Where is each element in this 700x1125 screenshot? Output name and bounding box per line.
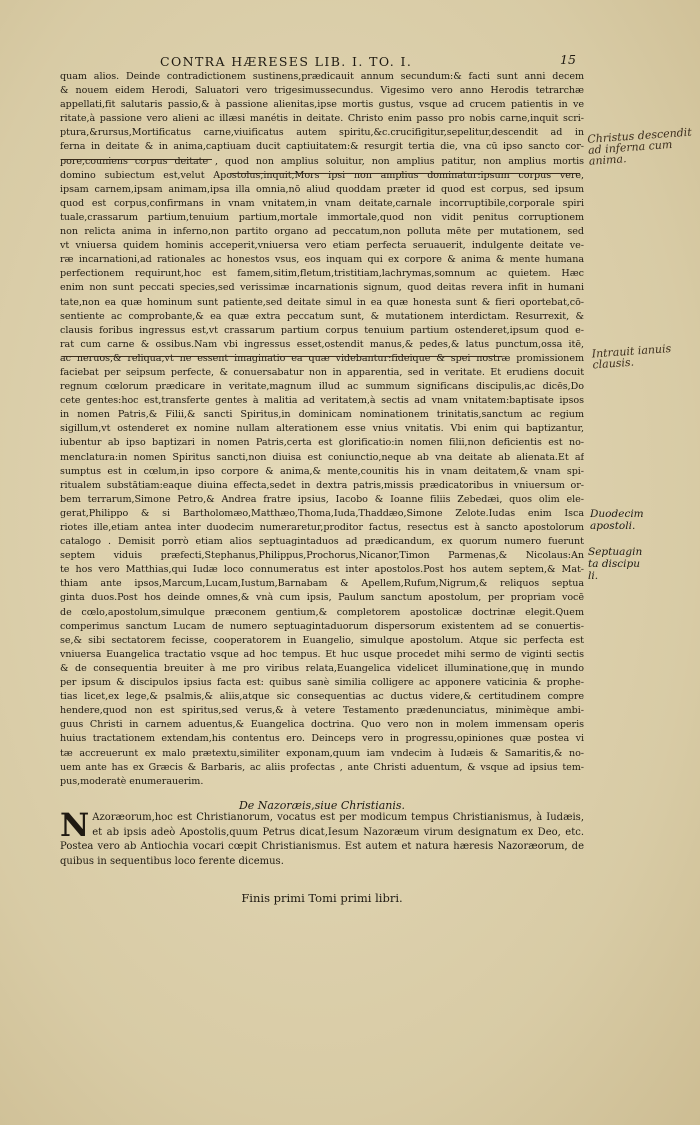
ink-underline [62, 356, 502, 357]
text-line: ginta duos.Post hos deinde omnes,& vnà cum ipsis, Paulum sanctum apostolum, per propriam vocē [60, 592, 584, 604]
section-text [60, 806, 584, 869]
text-line: domino subiectum est,velut Apostolus,inquit,Mors ipsi non amplius dominatur:ipsum corpus vere, [60, 169, 584, 181]
section-line: Azoræorum,hoc est Christianorum, vocatus est per modicum tempus Christianismus, à Iudæis, [92, 812, 584, 823]
text-line: gerat,Philippo & si Bartholomæo,Matthæo,Thoma,Iuda,Thaddæo,Simone Zelote.Iudas enim Isca [60, 507, 584, 519]
text-line: quod est corpus,confirmans in vnam vnitatem,in vnam deitate,carnale incorruptibile,corporale spiri [60, 197, 584, 209]
text-line: ac neruos,& reliqua,vt ne essent imaginatio ea quæ videbantur:fideique & spei nostræ promissionem [60, 352, 584, 364]
text-line: pore,couniens corpus deitate , quod non amplius soluitur, non amplius patitur, non amplius mortis [60, 155, 584, 167]
main-text-block [60, 70, 584, 789]
text-line: pus,moderatè enumerauerim. [60, 775, 204, 787]
text-line: uem ante has ex Græcis & Barbaris, ac aliis profectas , ante Christi aduentum, & vsque ad ipsius tem- [60, 761, 584, 773]
text-line: sentiente ac comprobante,& ea quæ extra peccatum sunt, & mutationem interdictam. Resurrexit, & [60, 310, 584, 322]
text-line: rat cum carne & ossibus.Nam vbi ingressus esset,ostendit manus,& pedes,& latus punctum,ossa itē, [60, 338, 584, 350]
text-line: vt vniuersa quidem hominis acceperit,vniuersa vero etiam perfecta seruauerit, indulgente deitate ve- [60, 240, 584, 252]
text-line: tuale,crassarum partium,tenuium partium,mortale immortale,quod non vidit penitus corruptionem [60, 211, 584, 223]
text-line: vniuersa Euangelica tractatio vsque ad hoc tempus. Et huc usque procedet mihi sermo de viginti sectis [60, 648, 584, 660]
text-line: tias licet,ex lege,& psalmis,& aliis,atque sic consequentias ac ductus videre,& certitudinem compre [60, 691, 584, 703]
text-line: iubentur ab ipso baptizari in nomen Patris,certa est glorificatio:in nomen filii,non deficientis est no- [60, 437, 584, 449]
text-line: ritate,à passione vero alieni ac illæsi manétis in deitate. Christo enim passo pro nobis carne,inquit scri- [60, 113, 584, 125]
text-line: regnum cœlorum prædicare in veritate,magnum illud ac summum significans discipulis,ac dicēs,Do [60, 381, 584, 393]
marginal-note-septuaginta: Septuagin ta discipu li. [588, 546, 643, 582]
text-line: appellati,fit salutaris passio,& à passione alienitas,ipse mortis gustus, vsque ad crucem patientis in ve [60, 99, 584, 111]
text-line: catalogo . Demisit porrò etiam alios septuagintaduos ad prædicandum, ex quorum numero fuerunt [60, 536, 584, 548]
text-line: perfectionem requirunt,hoc est famem,sitim,fletum,tristitiam,lachrymas,somnum ac quietem. Hæc [60, 268, 584, 280]
text-line: sumptus est in cœlum,in ipso corpore & anima,& mente,counitis his in vnam deitatem,& vnam spi- [60, 465, 584, 477]
text-line: de cœlo,apostolum,simulque præconem gentium,& completorem apostolicæ doctrinæ elegit.Quem [60, 606, 584, 618]
drop-cap: N [60, 806, 90, 844]
section-line: Postea vero ab Antiochia vocari cœpit Christianismus. Est autem et natura hæresis Nazoræorum, de [60, 841, 584, 852]
text-line: hendere,quod non est spiritus,sed verus,& à vetere Testamento prædenunciatus, minimèque ambi- [60, 705, 584, 717]
text-line: te hos vero Matthias,qui Iudæ loco connumeratus est inter apostolos.Post hos autem septem,& Mat- [60, 564, 584, 576]
text-line: ritualem substātiam:eaque diuina effecta,sedet in dextra patris,missis prædicatoribus in vniuersum or- [60, 479, 584, 491]
text-line: tæ accreuerunt ex malo prætextu,similiter exponam,quum iam vndecim à Iudæis & Samaritis,& no- [60, 747, 584, 759]
text-line: sigillum,vt ostenderet ex nomine nullam alterationem esse vnius vnitatis. Vbi enim qui baptizantur, [60, 423, 584, 435]
text-line: ipsam carnem,ipsam animam,ipsa illa omnia,nō aliud quoddam præter id quod est corpus, sed ipsum [60, 183, 584, 195]
text-line: quam alios. Deinde contradictionem sustinens,prædicauit annum secundum:& facti sunt anni decem [60, 71, 584, 82]
folio-number: 15 [560, 52, 576, 67]
text-line: in nomen Patris,& Filii,& sancti Spiritus,in dominicam nominationem trinitatis,sanctum ac regium [60, 409, 584, 421]
text-line: huius tractationem extendam,his contentus ero. Deinceps vero in progressu,opiniones quæ postea vi [60, 733, 584, 745]
ink-underline [230, 173, 580, 174]
text-line: faciebat per seipsum perfecte, & conuersabatur non in apparentia, sed in veritate. Et erudiens docuit [60, 366, 584, 378]
text-line: riotes ille,etiam antea inter duodecim numeraretur,proditor factus, resectus est à sancto apostolorum [60, 522, 584, 533]
ink-underline [62, 159, 212, 160]
text-line: septem viduis præfecti,Stephanus,Philippus,Prochorus,Nicanor,Timon Parmenas,& Nicolaus:An [60, 550, 584, 562]
manuscript-note-descendit: Christus descendit ad inferna cum anima. [586, 125, 693, 168]
text-line: bem terrarum,Simone Petro,& Andrea fratre ipsius, Iacobo & Ioanne filiis Zebedæi, quos olim ele- [60, 493, 584, 505]
text-line: menclatura:in nomen Spiritus sancti,non diuisa est coniunctio,neque ab vna deitate ab alienata.Et af [60, 451, 584, 463]
text-line: ptura,&rursus,Mortificatus carne,viuificatus autem spiritu,&c.crucifigitur,sepelitur,descendit ad in [60, 127, 584, 139]
text-line: non relicta anima in inferno,non partito organo ad peccatum,non polluta mēte per mutationem, sed [60, 226, 584, 238]
section-line: et ab ipsis adeò Apostolis,quum Petrus dicat,Iesum Nazoræum virum designatum ex Deo, etc. [92, 826, 584, 838]
text-line: ræ incarnationi,ad rationales ac honestos vsus, eos inquam qui ex corpore & anima & mente humana [60, 254, 584, 266]
section-title: De Nazoræis,siue Christianis. [238, 799, 406, 812]
manuscript-note-ianuis: Intrauit ianuis clausis. [591, 341, 672, 372]
running-title: CONTRA HÆRESES LIB. I. TO. I. [160, 54, 413, 69]
text-line: cete gentes:hoc est,transferte gentes à malitia ad veritatem,à sectis ad vnam vnitatem:baptisate ipsos [60, 395, 584, 407]
text-line: per ipsum & discipulos ipsius facta est: quibus sanè similia colligere ac apponere vaticinia & prophe- [60, 677, 584, 689]
text-line: & nouem eidem Herodi, Saluatori vero trigesimussecundus. Vigesimo vero anno Herodis tetrarchæ [60, 85, 584, 97]
text-line: thiam ante ipsos,Marcum,Lucam,Iustum,Barnabam & Apellem,Rufum,Nigrum,& reliquos septua [60, 578, 584, 590]
text-line: se,& sibi sectatorem fecisse, cooperatorem in Euangelio, simulque apostolum. Atque sic perfecta est [60, 634, 584, 646]
text-line: clausis foribus ingressus est,vt crassarum partium corpus tenuium partium ostenderet,ipsum quod e- [60, 324, 584, 336]
section-line: quibus in sequentibus loco ferente dicemus. [60, 855, 284, 867]
text-line: comperimus sanctum Lucam de numero septuagintaduorum dispersorum existentem ad se conuertis- [60, 620, 584, 632]
marginal-note-duodecim: Duodecim apostoli. [590, 508, 644, 532]
text-line: enim non sunt peccati species,sed verissimæ incarnationis signum, quod deitas revera infit in humani [60, 282, 584, 294]
text-line: ferna in deitate & in anima,captiuam ducit captiuitatem:& resurgit tertia die, vna cū ipso sancto cor- [60, 141, 584, 153]
text-line: tate,non ea quæ hominum sunt patiente,sed deitate simul in ea quæ honesta sunt & fieri oportebat,cō- [60, 296, 584, 308]
text-line: guus Christi in carnem aduentus,& Euangelica doctrina. Quo vero non in molem immensam operis [60, 719, 584, 731]
finis-line: Finis primi Tomi primi libri. [241, 891, 403, 905]
text-line: & de consequentia breuiter à me pro viribus relata,Euangelica videlicet illuminatione,quę in mundo [60, 662, 584, 674]
